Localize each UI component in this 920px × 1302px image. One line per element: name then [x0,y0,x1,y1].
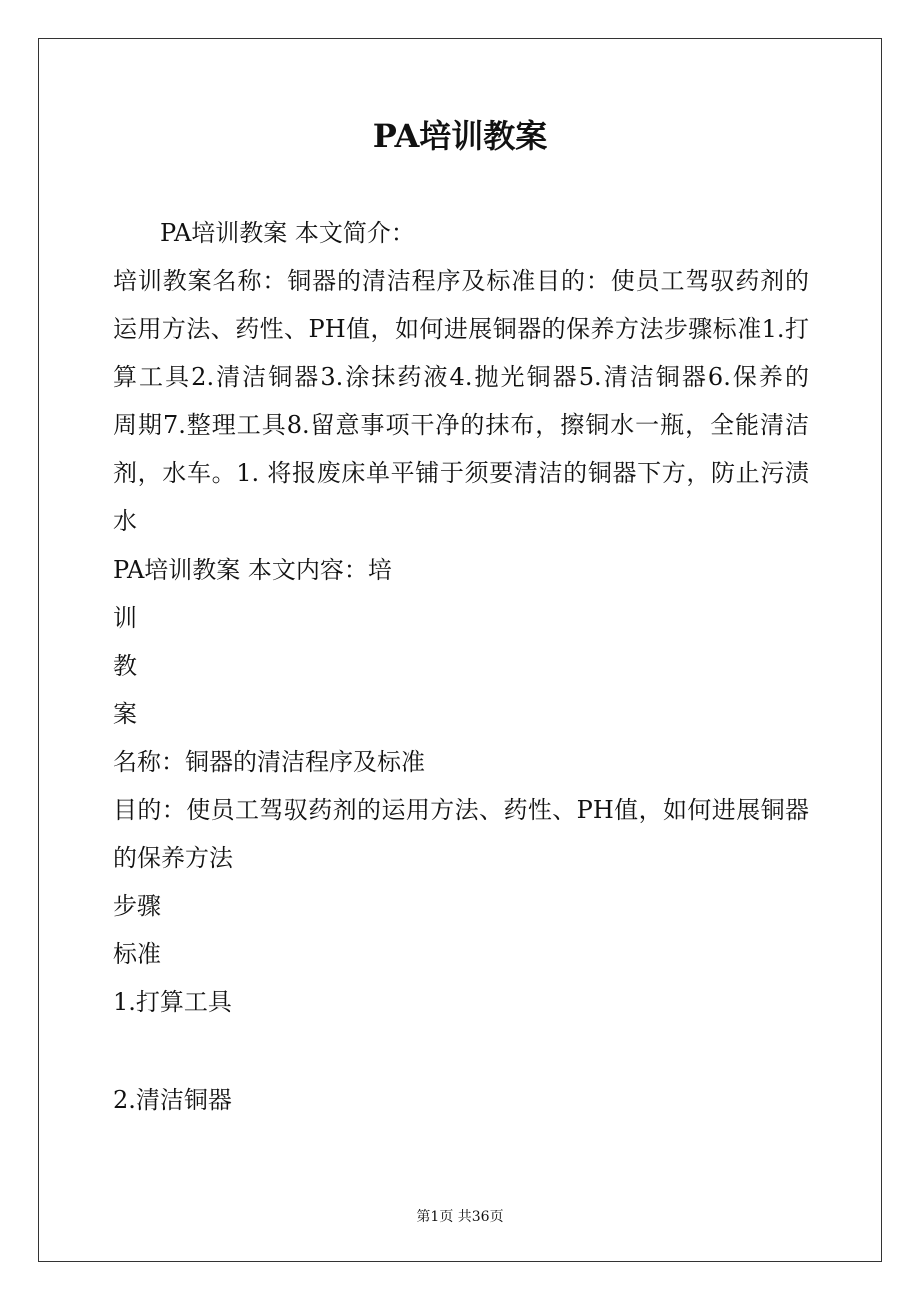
intro-heading: PA培训教案 本文简介： [160,219,415,247]
intro-line: 培训教案名称：铜器的清洁程序及标准目的：使员工驾驭药剂的 [113,267,809,295]
intro-line: 算工具2.清洁铜器3.涂抹药液4.抛光铜器5.清洁铜器6.保养的 [113,363,809,391]
content-line: 标准 [113,940,161,968]
document-title: PA培训教案 [372,117,548,155]
content-line: 2.清洁铜器 [113,1086,232,1114]
content-line: 教 [113,652,137,680]
content-line: 目的：使员工驾驭药剂的运用方法、药性、PH值，如何进展铜器 [113,796,809,824]
intro-line: 水 [113,507,137,535]
intro-line: 周期7.整理工具8.留意事项干净的抹布，擦铜水一瓶，全能清洁 [113,411,809,439]
content-line: PA培训教案 本文内容：培 [113,556,392,584]
content-line: 的保养方法 [113,844,233,872]
content-line: 名称：铜器的清洁程序及标准 [113,748,425,776]
content-line: 1.打算工具 [113,988,232,1016]
intro-line: 运用方法、药性、PH值，如何进展铜器的保养方法步骤标准1.打 [113,315,809,343]
content-line: 步骤 [113,892,161,920]
intro-line: 剂，水车。1. 将报废床单平铺于须要清洁的铜器下方，防止污渍 [113,459,809,487]
content-line: 案 [113,700,137,728]
content-line: 训 [113,604,137,632]
page-footer: 第1页 共36页 [416,1209,504,1225]
